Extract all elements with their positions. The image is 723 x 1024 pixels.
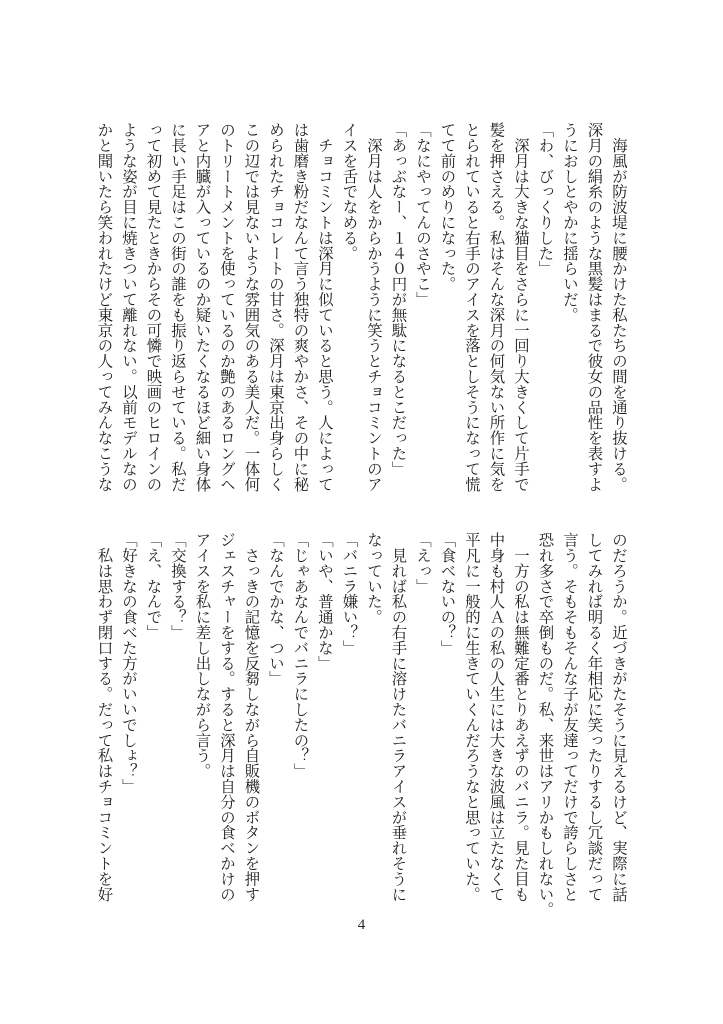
text-column: 海風が防波堤に腰かけた私たちの間を通り抜ける。 [610,122,628,492]
text-column: 「あっぶなー、１４０円が無駄になるとこだった」 [389,122,408,477]
text-column: 「なにやってんのさやこ」 [414,122,432,307]
text-column: アと内臓が入っているのか疑いたくなるほど細い身体 [193,122,212,492]
text-column: チョコミントは深月に似ていると思う。人によって [316,122,334,492]
text-column: ジェスチャーをする。すると深月は自分の食べかけの [218,532,236,902]
text-column: 私は思わず閉口する。だって私はチョコミントを好 [95,532,114,902]
text-column: 「交換する？」 [169,532,187,640]
text-column: 「バニラ嫌い？」 [340,532,359,656]
upper-text-block [92,122,631,494]
text-column: うにおしとやかに揺らいだ。 [561,122,579,323]
text-column: って初めて見たときからその可憐で映画のヒロインの [144,122,163,492]
text-column: 見れば私の右手に溶けたバニラアイスが垂れそうに [389,532,408,902]
text-column: 「食べないの？」 [438,532,457,656]
text-column: 平凡に一般的に生きていくんだろうなと思っていた。 [463,532,481,902]
text-column: 言う。そもそもそんな子が友達ってだけで誇らしさと [561,532,579,902]
text-column: ような姿が目に焼きついて離れない。以前モデルなの [120,122,138,492]
text-column: 髪を押さえる。私はそんな深月の何気ない所作に気を [487,122,506,492]
text-column: 一方の私は無難定番とりあえずのバニラ。見た目も [512,532,530,902]
text-column: かと聞いたら笑われたけど東京の人ってみんなこうな [95,122,114,492]
text-column: のだろうか。近づきがたそうに見えるけど、実際に話 [610,532,628,902]
text-column: アイスを私に差し出しながら言う。 [193,532,212,779]
text-column: 「わ、びっくりした」 [536,122,555,276]
text-column: 「じゃあなんでバニラにしたの？」 [291,532,310,779]
text-column: 深月は人をからかうように笑うとチョコミントのア [365,122,383,492]
text-column: とられていると右手のアイスを落としそうになって慌 [463,122,481,492]
text-column: さっきの記憶を反芻しながら自販機のボタンを押す [242,532,261,902]
page-number: 4 [357,917,366,933]
text-column: 「えっ」 [414,532,432,594]
text-column: 深月の絹糸のような黒髪はまるで彼女の品性を表すよ [585,122,604,492]
text-column: 恐れ多さで卒倒ものだ。私、来世はアリかもしれない。 [536,532,555,917]
text-column: なっていた。 [365,532,383,625]
text-column: 「好きなの食べた方がいいでしょ？」 [120,532,138,794]
text-column: てて前のめりになった。 [438,122,457,292]
text-column: してみれば明るく年相応に笑ったりするし冗談だって [585,532,604,902]
text-column: 中身も村人Ａの私の人生には大きな波風は立たなくて [487,532,506,902]
text-column: 「いや、普通かな」 [316,532,334,671]
text-column: イスを舌でなめる。 [340,122,359,261]
text-column: に長い手足はこの街の誰をも振り返らせている。私だ [169,122,187,492]
text-column: 「なんでかな、つい」 [267,532,285,686]
text-column: は歯磨き粉だなんて言う独特の爽やかさ、その中に秘 [291,122,310,492]
text-column: のトリートメントを使っているのか艶のあるロングヘ [218,122,236,492]
lower-text-block [92,532,631,917]
text-column: この辺では見ないような雰囲気のある美人だ。一体何 [242,122,261,492]
text-column: められたチョコレートの甘さ。深月は東京出身らしく [267,122,285,492]
text-column: 深月は大きな猫目をさらに一回り大きくして片手で [512,122,530,492]
text-column: 「え、なんで」 [144,532,163,640]
